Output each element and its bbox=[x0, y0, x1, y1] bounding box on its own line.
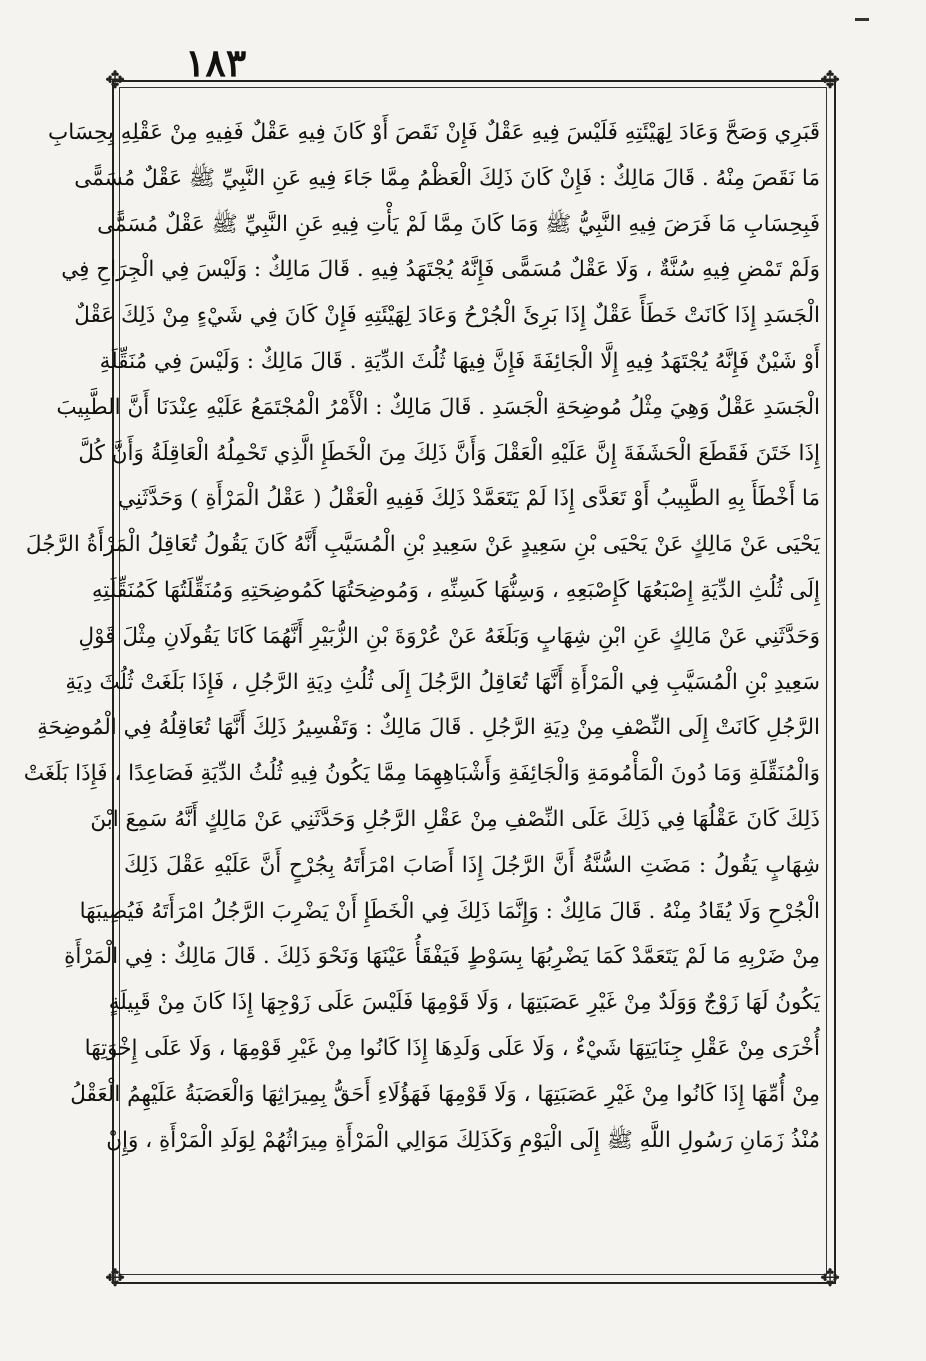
text-line: الْجُرْحِ وَلَا يُقَادُ مِنْهُ . قَالَ مَالِكٌ : وَإِنَّمَا ذَلِكَ فِي الْخَطَإِ أَنْ يَضْرِبَ الرَّجُلُ امْرَأَتَهُ فَيُصِيبَهَا bbox=[79, 898, 820, 924]
text-line: وَحَدَّثَنِي عَنْ مَالِكٍ عَنِ ابْنِ شِهَابٍ وَبَلَغَهُ عَنْ عُرْوَةَ بْنِ الزُّبَيْرِ أَنَّهُمَا كَانَا يَقُولَانِ مِثْلَ قَوْلِ bbox=[78, 623, 820, 649]
page-number: ١٨٣ bbox=[185, 40, 247, 85]
text-line: قَبَرِي وَصَحَّ وَعَادَ لِهَيْئَتِهِ فَلَيْسَ فِيهِ عَقْلٌ فَإِنْ نَقَصَ أَوْ كَانَ فِيهِ عَقْلٌ فَفِيهِ مِنْ عَقْلِهِ بِحِسَابِ bbox=[48, 120, 820, 145]
text-line: مَا أَخْطَأَ بِهِ الطَّبِيبُ أَوْ تَعَدَّى إِذَا لَمْ يَتَعَمَّدْ ذَلِكَ فَفِيهِ الْعَقْلُ ( عَقْلُ الْمَرْأَةِ ) وَحَدَّثَنِي bbox=[117, 486, 820, 512]
corner-ornament-icon: ✥ bbox=[819, 1264, 841, 1292]
text-line: وَالْمُنَقِّلَةِ وَمَا دُونَ الْمَأْمُومَةِ وَالْجَائِفَةِ وَأَشْبَاهِهِمَا مِمَّا يَكُونُ فِيهِ ثُلُثُ الدِّيَةِ فَصَاعِدًا ، فَإِذَا بَلَغَتْ bbox=[23, 761, 820, 787]
top-edge-mark bbox=[855, 18, 869, 21]
corner-ornament-icon: ✥ bbox=[819, 66, 841, 94]
corner-ornament-icon: ✥ bbox=[104, 66, 126, 94]
text-line: مِنْ أُمِّهَا إِذَا كَانُوا مِنْ غَيْرِ عَصَبَتِهَا ، وَلَا قَوْمِهَا فَهَؤُلَاءِ أَحَقُّ بِمِيرَاثِهَا وَالْعَصَبَةُ عَلَيْهِمُ الْعَقْلُ bbox=[70, 1081, 820, 1107]
text-line: فَبِحِسَابِ مَا فَرَضَ فِيهِ النَّبِيُّ ﷺ وَمَا كَانَ مِمَّا لَمْ يَأْتِ فِيهِ عَنِ النَّبِيِّ ﷺ عَقْلٌ مُسَمًّى bbox=[97, 211, 820, 237]
text-line: أَوْ شَيْنٌ فَإِنَّهُ يُجْتَهَدُ فِيهِ إِلَّا الْجَائِفَةَ فَإِنَّ فِيهَا ثُلُثَ الدِّيَةِ . قَالَ مَالِكٌ : وَلَيْسَ فِي مُنَقِّلَةِ bbox=[99, 348, 820, 374]
text-line: مَا نَقَصَ مِنْهُ . قَالَ مَالِكٌ : فَإِنْ كَانَ ذَلِكَ الْعَظْمُ مِمَّا جَاءَ فِيهِ عَنِ النَّبِيِّ ﷺ عَقْلٌ مُسَمًّى bbox=[74, 165, 820, 191]
text-line: وَلَمْ تَمْضِ فِيهِ سُنَّةٌ ، وَلَا عَقْلٌ مُسَمًّى فَإِنَّهُ يُجْتَهَدُ فِيهِ . قَالَ مَالِكٌ : وَلَيْسَ فِي الْجِرَاحِ فِي bbox=[61, 257, 820, 283]
text-line: يَحْيَى عَنْ مَالِكٍ عَنْ يَحْيَى بْنِ سَعِيدٍ عَنْ سَعِيدِ بْنِ الْمُسَيَّبِ أَنَّهُ كَانَ يَقُولُ تُعَاقِلُ الْمَرْأَةُ الرَّجُلَ bbox=[25, 532, 820, 558]
text-line: مِنْ ضَرْبِهِ مَا لَمْ يَتَعَمَّدْ كَمَا يَضْرِبُهَا بِسَوْطٍ فَيَفْقَأُ عَيْنَهَا وَنَحْوَ ذَلِكَ . قَالَ مَالِكٌ : فِي الْمَرْأَةِ bbox=[64, 944, 820, 970]
text-line: مُنْذُ زَمَانِ رَسُولِ اللَّهِ ﷺ إِلَى الْيَوْمِ وَكَذَلِكَ مَوَالِي الْمَرْأَةِ مِيرَاثُهُمْ لِوَلَدِ الْمَرْأَةِ ، وَإِنْ bbox=[106, 1127, 820, 1153]
text-line: يَكُونُ لَهَا زَوْجٌ وَوَلَدٌ مِنْ غَيْرِ عَصَبَتِهَا ، وَلَا قَوْمِهَا فَلَيْسَ عَلَى زَوْجِهَا إِذَا كَانَ مِنْ قَبِيلَةٍ bbox=[108, 990, 820, 1016]
text-line: الْجَسَدِ إِذَا كَانَتْ خَطَأً عَقْلٌ إِذَا بَرِئَ الْجُرْحُ وَعَادَ لِهَيْئَتِهِ فَإِنْ كَانَ فِي شَيْءٍ مِنْ ذَلِكَ عَقْلٌ bbox=[74, 303, 820, 329]
text-line: إِذَا خَتَنَ فَقَطَعَ الْحَشَفَةَ إِنَّ عَلَيْهِ الْعَقْلَ وَأَنَّ ذَلِكَ مِنَ الْخَطَإِ الَّذِي تَحْمِلُهُ الْعَاقِلَةُ وَأَنَّ كُلَّ bbox=[78, 440, 820, 466]
text-line: سَعِيدِ بْنِ الْمُسَيَّبِ فِي الْمَرْأَةِ أَنَّهَا تُعَاقِلُ الرَّجُلَ إِلَى ثُلُثِ دِيَةِ الرَّجُلِ ، فَإِذَا بَلَغَتْ ثُلُثَ دِيَةِ bbox=[65, 669, 820, 695]
text-line: شِهَابٍ يَقُولُ : مَضَتِ السُّنَّةُ أَنَّ الرَّجُلَ إِذَا أَصَابَ امْرَأَتَهُ بِجُرْحٍ أَنَّ عَلَيْهِ عَقْلَ ذَلِكَ bbox=[124, 852, 820, 878]
text-line: أُخْرَى مِنْ عَقْلِ جِنَايَتِهَا شَيْءٌ ، وَلَا عَلَى وَلَدِهَا إِذَا كَانُوا مِنْ غَيْرِ قَوْمِهَا ، وَلَا عَلَى إِخْوَتِهَا bbox=[84, 1035, 820, 1061]
body-text bbox=[23, 110, 820, 1270]
text-line: الْجَسَدِ عَقْلٌ وَهِيَ مِثْلُ مُوضِحَةِ الْجَسَدِ . قَالَ مَالِكٌ : الْأَمْرُ الْمُجْتَمَعُ عَلَيْهِ عِنْدَنَا أَنَّ الطَّبِيبَ bbox=[56, 394, 820, 420]
corner-ornament-icon: ✥ bbox=[104, 1264, 126, 1292]
text-line: الرَّجُلِ كَانَتْ إِلَى النِّصْفِ مِنْ دِيَةِ الرَّجُلِ . قَالَ مَالِكٌ : وَتَفْسِيرُ ذَلِكَ أَنَّهَا تُعَاقِلُهُ فِي الْمُوضِحَةِ bbox=[37, 715, 820, 741]
text-line: إِلَى ثُلُثِ الدِّيَةِ إِصْبَعُهَا كَإِصْبَعِهِ ، وَسِنُّهَا كَسِنِّهِ ، وَمُوضِحَتُهَا كَمُوضِحَتِهِ وَمُنَقِّلَتُهَا كَمُنَقِّلَتِهِ bbox=[91, 577, 820, 603]
text-line: ذَلِكَ كَانَ عَقْلُهَا فِي ذَلِكَ عَلَى النِّصْفِ مِنْ عَقْلِ الرَّجُلِ وَحَدَّثَنِي عَنْ مَالِكٍ أَنَّهُ سَمِعَ ابْنَ bbox=[90, 806, 820, 832]
